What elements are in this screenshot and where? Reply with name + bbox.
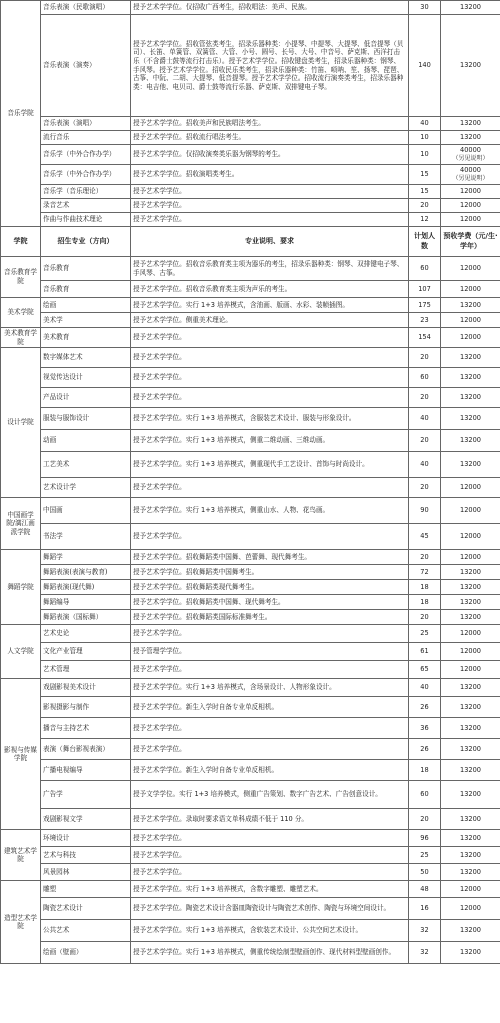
major-cell: 产品设计 [41,388,131,408]
major-cell: 服装与服饰设计 [41,408,131,430]
fee-cell [441,847,500,864]
description-cell: 授予艺术学学位。实行 1+3 培养模式，含场景设计、人物形象设计。 [131,679,409,697]
description-cell: 授予艺术学学位。 [131,625,409,643]
major-cell: 录音艺术 [41,199,131,213]
fee-cell [441,1,500,15]
table-row [1,781,500,809]
fee-value: 13200 [460,436,481,445]
major-cell: 公共艺术 [41,920,131,942]
major-cell: 美术学 [41,313,131,328]
fee-cell [441,898,500,920]
fee-cell [441,131,500,145]
plan-count-cell: 50 [409,864,441,881]
major-cell: 音乐教育 [41,257,131,281]
fee-value: 13200 [460,612,481,621]
table-row [1,580,500,595]
table-row [1,117,500,131]
table-row [1,898,500,920]
major-cell: 音乐表演（演奏） [41,15,131,117]
table-row [1,661,500,679]
description-cell: 授予艺术学学位。侧重美术理论。 [131,313,409,328]
plan-count-cell: 20 [409,550,441,565]
fee-cell [441,550,500,565]
fee-value: 13200 [460,61,481,70]
fee-cell [441,328,500,348]
major-cell: 广播电视编导 [41,760,131,781]
major-cell: 舞蹈表演（国标舞） [41,610,131,625]
major-cell: 戏剧影视美术设计 [41,679,131,697]
plan-count-cell: 26 [409,697,441,718]
fee-value: 12000 [460,284,481,293]
table-row [1,550,500,565]
fee-cell [441,864,500,881]
table-row [1,610,500,625]
college-cell: 音乐教育学院 [1,257,41,298]
description-cell: 授予艺术学学位。招收流行唱法考生。 [131,131,409,145]
table-row [1,809,500,830]
fee-value: 13200 [460,702,481,711]
major-cell: 数字媒体艺术 [41,348,131,368]
plan-count-cell: 20 [409,388,441,408]
fee-cell [441,942,500,964]
fee-cell [441,809,500,830]
fee-cell [441,185,500,199]
fee-value: 12000 [460,532,481,541]
description-cell: 授予艺术学学位。实行 1+3 培养模式，侧重二维动画、三维动画。 [131,430,409,452]
description-cell: 授予艺术学学位。招收舞蹈类现代舞考生。 [131,580,409,595]
fee-cell [441,452,500,478]
fee-value: 12000 [460,201,481,210]
major-cell: 戏剧影视文学 [41,809,131,830]
plan-count-cell: 23 [409,313,441,328]
description-cell: 授予艺术学学位。陶瓷艺术设计含器皿陶瓷设计与陶瓷艺术创作、陶瓷与环境空间设计。 [131,898,409,920]
plan-count-cell: 10 [409,145,441,165]
major-cell: 雕塑 [41,881,131,898]
fee-value: 12000 [460,315,481,324]
major-cell: 美术教育 [41,328,131,348]
plan-count-cell: 40 [409,408,441,430]
fee-cell [441,498,500,524]
college-cell: 造型艺术学院 [1,881,41,964]
major-cell: 流行音乐 [41,131,131,145]
major-cell: 中国画 [41,498,131,524]
plan-count-cell: 32 [409,942,441,964]
fee-cell [441,145,500,165]
plan-count-cell: 154 [409,328,441,348]
fee-cell [441,15,500,117]
fee-value: 13200 [460,850,481,859]
description-cell: 授予艺术学学位。 [131,718,409,739]
college-cell: 音乐学院 [1,1,41,227]
table-row [1,679,500,697]
description-cell: 授予艺术学学位。实行 1+3 培养模式，含油画、版画、水彩、装帧插图。 [131,298,409,313]
fee-value: 12000 [460,629,481,638]
fee-value: 12000 [460,552,481,561]
fee-value: 12000 [460,187,481,196]
fee-cell [441,524,500,550]
fee-cell [441,408,500,430]
college-cell: 美术教育学院 [1,328,41,348]
table-row [1,625,500,643]
table-row [1,257,500,281]
fee-value: 13200 [460,119,481,128]
column-header-major: 招生专业（方向） [41,227,131,257]
table-row [1,920,500,942]
major-cell: 广告学 [41,781,131,809]
fee-value: 13200 [460,373,481,382]
fee-value: 13200 [460,867,481,876]
fee-value: 13200 [460,814,481,823]
table-row [1,847,500,864]
plan-count-cell: 15 [409,165,441,185]
plan-count-cell: 20 [409,478,441,498]
major-cell: 音乐表演（民歌演唱） [41,1,131,15]
description-cell: 授予艺术学学位。实行 1+3 培养模式，侧重山水、人物、花鸟画。 [131,498,409,524]
table-body [1,1,500,964]
description-cell: 授予艺术学学位。 [131,661,409,679]
plan-count-cell: 60 [409,781,441,809]
plan-count-cell: 20 [409,348,441,368]
table-row [1,565,500,580]
column-header-college: 学院 [1,227,41,257]
major-cell: 文化产业管理 [41,643,131,661]
table-row [1,368,500,388]
fee-value: 13200 [460,300,481,309]
plan-count-cell: 20 [409,430,441,452]
description-cell: 授予艺术学学位。 [131,368,409,388]
description-cell: 授予文学学位。实行 1+3 培养模式，侧重广告策划、数字广告艺术、广告创意设计。 [131,781,409,809]
fee-value: 12000 [460,483,481,492]
plan-count-cell: 32 [409,920,441,942]
description-cell: 授予艺术学学位。招收舞蹈类中国舞考生。 [131,565,409,580]
fee-cell [441,313,500,328]
fee-cell [441,117,500,131]
fee-cell [441,478,500,498]
table-row [1,478,500,498]
plan-count-cell: 107 [409,281,441,298]
table-row [1,430,500,452]
plan-count-cell: 72 [409,565,441,580]
description-cell: 授予艺术学学位。招收舞蹈类国际标准舞考生。 [131,610,409,625]
major-cell: 陶瓷艺术设计 [41,898,131,920]
fee-cell [441,430,500,452]
fee-cell [441,388,500,408]
table-row [1,313,500,328]
plan-count-cell: 60 [409,257,441,281]
fee-value: 13200 [460,948,481,957]
fee-value: 13200 [460,414,481,423]
major-cell: 书法学 [41,524,131,550]
major-cell: 作曲与作曲技术理论 [41,213,131,227]
table-row [1,328,500,348]
fee-value: 13200 [460,353,481,362]
table-row [1,498,500,524]
major-cell: 绘画（壁画） [41,942,131,964]
header-row [1,227,500,257]
description-cell: 授予艺术学学位。仅招收广西考生，招收唱法：美声、民族。 [131,1,409,15]
fee-cell [441,610,500,625]
college-cell: 建筑艺术学院 [1,830,41,881]
table-row [1,131,500,145]
plan-count-cell: 20 [409,610,441,625]
table-row [1,145,500,165]
fee-value: 13200 [460,393,481,402]
fee-cell [441,580,500,595]
major-cell: 视觉传达设计 [41,368,131,388]
major-cell: 艺术与科技 [41,847,131,864]
plan-count-cell: 20 [409,809,441,830]
fee-value: 13200 [460,460,481,469]
description-cell: 授予艺术学学位。录取时要求语文单科成绩不低于 110 分。 [131,809,409,830]
fee-cell [441,213,500,227]
fee-cell [441,165,500,185]
plan-count-cell: 36 [409,718,441,739]
description-cell: 授予艺术学学位。 [131,847,409,864]
fee-cell [441,281,500,298]
college-cell: 影视与传媒学院 [1,679,41,830]
column-header-plan: 计划人数 [409,227,441,257]
plan-count-cell: 175 [409,298,441,313]
fee-value: 13200 [460,744,481,753]
description-cell: 授予艺术学学位。 [131,199,409,213]
major-cell: 音乐学（中外合作办学） [41,145,131,165]
fee-value: 13200 [460,582,481,591]
table-row [1,408,500,430]
plan-count-cell: 30 [409,1,441,15]
plan-count-cell: 40 [409,117,441,131]
plan-count-cell: 26 [409,739,441,760]
plan-count-cell: 20 [409,199,441,213]
fee-value: 13200 [460,3,481,12]
description-cell: 授予艺术学学位。新生入学时自备专业单反相机。 [131,760,409,781]
college-cell: 中国画学院/漓江画派学院 [1,498,41,550]
description-cell: 授予艺术学学位。实行 1+3 培养模式，含数字雕塑、雕塑艺术。 [131,881,409,898]
major-cell: 舞蹈表演(现代舞) [41,580,131,595]
plan-count-cell: 40 [409,452,441,478]
major-cell: 舞蹈学 [41,550,131,565]
description-cell: 授予艺术学学位。招收管弦类考生，招录乐器种类：小提琴、中提琴、大提琴、低音提琴（贝司）、长笛、单簧管、双簧管、大管、小号、圆号、长号、大号、中音号、萨克斯、西洋打击乐（不含爵士鼓等流行打击乐）。授予艺术学学位。招收键盘类考生，招录乐器种类：钢琴、手风琴。授予艺术学学位。招收民乐类考生，招录乐器种类：竹笛、唢呐、笙、扬琴、琵琶、古筝、中阮、二胡、大提琴、低音提琴。授予艺术学学位。招收流行演奏类考生，招录乐器种类：电吉他、电贝司、爵士鼓等流行乐器、萨克斯、双排键电子琴。 [131,15,409,117]
major-cell: 音乐学（音乐理论） [41,185,131,199]
table-row [1,199,500,213]
fee-value: 12000 [460,884,481,893]
major-cell: 动画 [41,430,131,452]
fee-cell [441,881,500,898]
table-row [1,881,500,898]
description-cell: 授予管理学学位。 [131,643,409,661]
fee-value: 13200 [460,926,481,935]
description-cell: 授予艺术学学位。实行 1+3 培养模式，含服装艺术设计、服装与形象设计。 [131,408,409,430]
major-cell: 舞蹈表演(表演与教育) [41,565,131,580]
description-cell: 授予艺术学学位。招收美声和民族唱法考生。 [131,117,409,131]
fee-value: 13200 [460,765,481,774]
fee-value: 40000 [460,166,481,175]
fee-value: 12000 [460,215,481,224]
fee-cell [441,199,500,213]
fee-cell [441,257,500,281]
major-cell: 影视摄影与制作 [41,697,131,718]
plan-count-cell: 15 [409,185,441,199]
table-row [1,348,500,368]
fee-value: 13200 [460,790,481,799]
major-cell: 艺术设计学 [41,478,131,498]
fee-cell [441,368,500,388]
table-row [1,760,500,781]
major-cell: 艺术史论 [41,625,131,643]
plan-count-cell: 96 [409,830,441,847]
plan-count-cell: 90 [409,498,441,524]
college-cell: 舞蹈学院 [1,550,41,625]
description-cell: 授予艺术学学位。 [131,830,409,847]
fee-cell [441,718,500,739]
column-header-desc: 专业说明、要求 [131,227,409,257]
table-row [1,595,500,610]
description-cell: 授予艺术学学位。 [131,864,409,881]
table-row [1,830,500,847]
table-row [1,942,500,964]
fee-cell [441,595,500,610]
fee-cell [441,760,500,781]
description-cell: 授予艺术学学位。 [131,348,409,368]
plan-count-cell: 65 [409,661,441,679]
table-row [1,643,500,661]
fee-value: 13200 [460,133,481,142]
table-row [1,15,500,117]
major-cell: 绘画 [41,298,131,313]
plan-count-cell: 60 [409,368,441,388]
major-cell: 音乐教育 [41,281,131,298]
fee-value: 13200 [460,597,481,606]
college-cell: 美术学院 [1,298,41,328]
major-cell: 工艺美术 [41,452,131,478]
fee-value: 13200 [460,723,481,732]
fee-value: 40000 [460,146,481,155]
plan-count-cell: 45 [409,524,441,550]
description-cell: 授予艺术学学位。招收舞蹈类中国舞、现代舞考生。 [131,595,409,610]
description-cell: 授予艺术学学位。 [131,328,409,348]
fee-cell [441,298,500,313]
major-cell: 表演（舞台影视表演） [41,739,131,760]
description-cell: 授予艺术学学位。实行 1+3 培养模式，侧重现代手工艺设计、首饰与时尚设计。 [131,452,409,478]
description-cell: 授予艺术学学位。 [131,185,409,199]
description-cell: 授予艺术学学位。招收舞蹈类中国舞、芭蕾舞、现代舞考生。 [131,550,409,565]
description-cell: 授予艺术学学位。 [131,739,409,760]
table-row [1,864,500,881]
table-row [1,697,500,718]
fee-value: 12000 [460,264,481,273]
plan-count-cell: 140 [409,15,441,117]
table-row [1,718,500,739]
table-row [1,452,500,478]
major-cell: 艺术管理 [41,661,131,679]
table-row [1,524,500,550]
plan-count-cell: 25 [409,625,441,643]
plan-count-cell: 61 [409,643,441,661]
table-row [1,281,500,298]
major-cell: 风景园林 [41,864,131,881]
fee-note: （另见说明） [452,154,489,162]
description-cell: 授予艺术学学位。 [131,478,409,498]
description-cell: 授予艺术学学位。 [131,213,409,227]
major-cell: 舞蹈编导 [41,595,131,610]
fee-cell [441,661,500,679]
plan-count-cell: 12 [409,213,441,227]
description-cell: 授予艺术学学位。实行 1+3 培养模式，侧重传统绘制型壁画创作、现代材料型壁画创作。 [131,942,409,964]
fee-cell [441,625,500,643]
plan-count-cell: 40 [409,679,441,697]
table-row [1,388,500,408]
column-header-fee: 预收学费（元/生·学年） [441,227,500,257]
plan-count-cell: 18 [409,760,441,781]
fee-value: 12000 [460,647,481,656]
plan-count-cell: 16 [409,898,441,920]
fee-cell [441,781,500,809]
fee-value: 13200 [460,683,481,692]
college-cell: 人文学院 [1,625,41,679]
description-cell: 授予艺术学学位。招收音乐教育类主项为声乐的考生。 [131,281,409,298]
table-row [1,185,500,199]
fee-value: 12000 [460,506,481,515]
college-cell: 设计学院 [1,348,41,498]
plan-count-cell: 18 [409,580,441,595]
major-cell: 播音与主持艺术 [41,718,131,739]
fee-cell [441,920,500,942]
fee-cell [441,830,500,847]
fee-value: 12000 [460,904,481,913]
table-row [1,1,500,15]
description-cell: 授予艺术学学位。招收音乐教育类主项为器乐的考生，招录乐器种类：钢琴、双排键电子琴、手风琴、古筝。 [131,257,409,281]
description-cell: 授予艺术学学位。 [131,388,409,408]
plan-count-cell: 25 [409,847,441,864]
fee-value: 12000 [460,665,481,674]
description-cell: 授予艺术学学位。仅招收演奏类乐器为钢琴的考生。 [131,145,409,165]
fee-value: 13200 [460,567,481,576]
fee-cell [441,679,500,697]
fee-cell [441,739,500,760]
description-cell: 授予艺术学学位。新生入学时自备专业单反相机。 [131,697,409,718]
table-row [1,739,500,760]
plan-count-cell: 10 [409,131,441,145]
fee-cell [441,565,500,580]
major-cell: 环境设计 [41,830,131,847]
major-cell: 音乐学（中外合作办学） [41,165,131,185]
table-row [1,298,500,313]
description-cell: 授予艺术学学位。招收演唱类考生。 [131,165,409,185]
fee-cell [441,697,500,718]
fee-cell [441,643,500,661]
major-cell: 音乐表演（演唱） [41,117,131,131]
table-row [1,213,500,227]
plan-count-cell: 48 [409,881,441,898]
plan-count-cell: 18 [409,595,441,610]
description-cell: 授予艺术学学位。 [131,524,409,550]
fee-value: 12000 [460,333,481,342]
description-cell: 授予艺术学学位。实行 1+3 培养模式，含软装艺术设计、公共空间艺术设计。 [131,920,409,942]
fee-cell [441,348,500,368]
fee-note: （另见说明） [452,174,489,182]
table-row [1,165,500,185]
fee-value: 13200 [460,833,481,842]
